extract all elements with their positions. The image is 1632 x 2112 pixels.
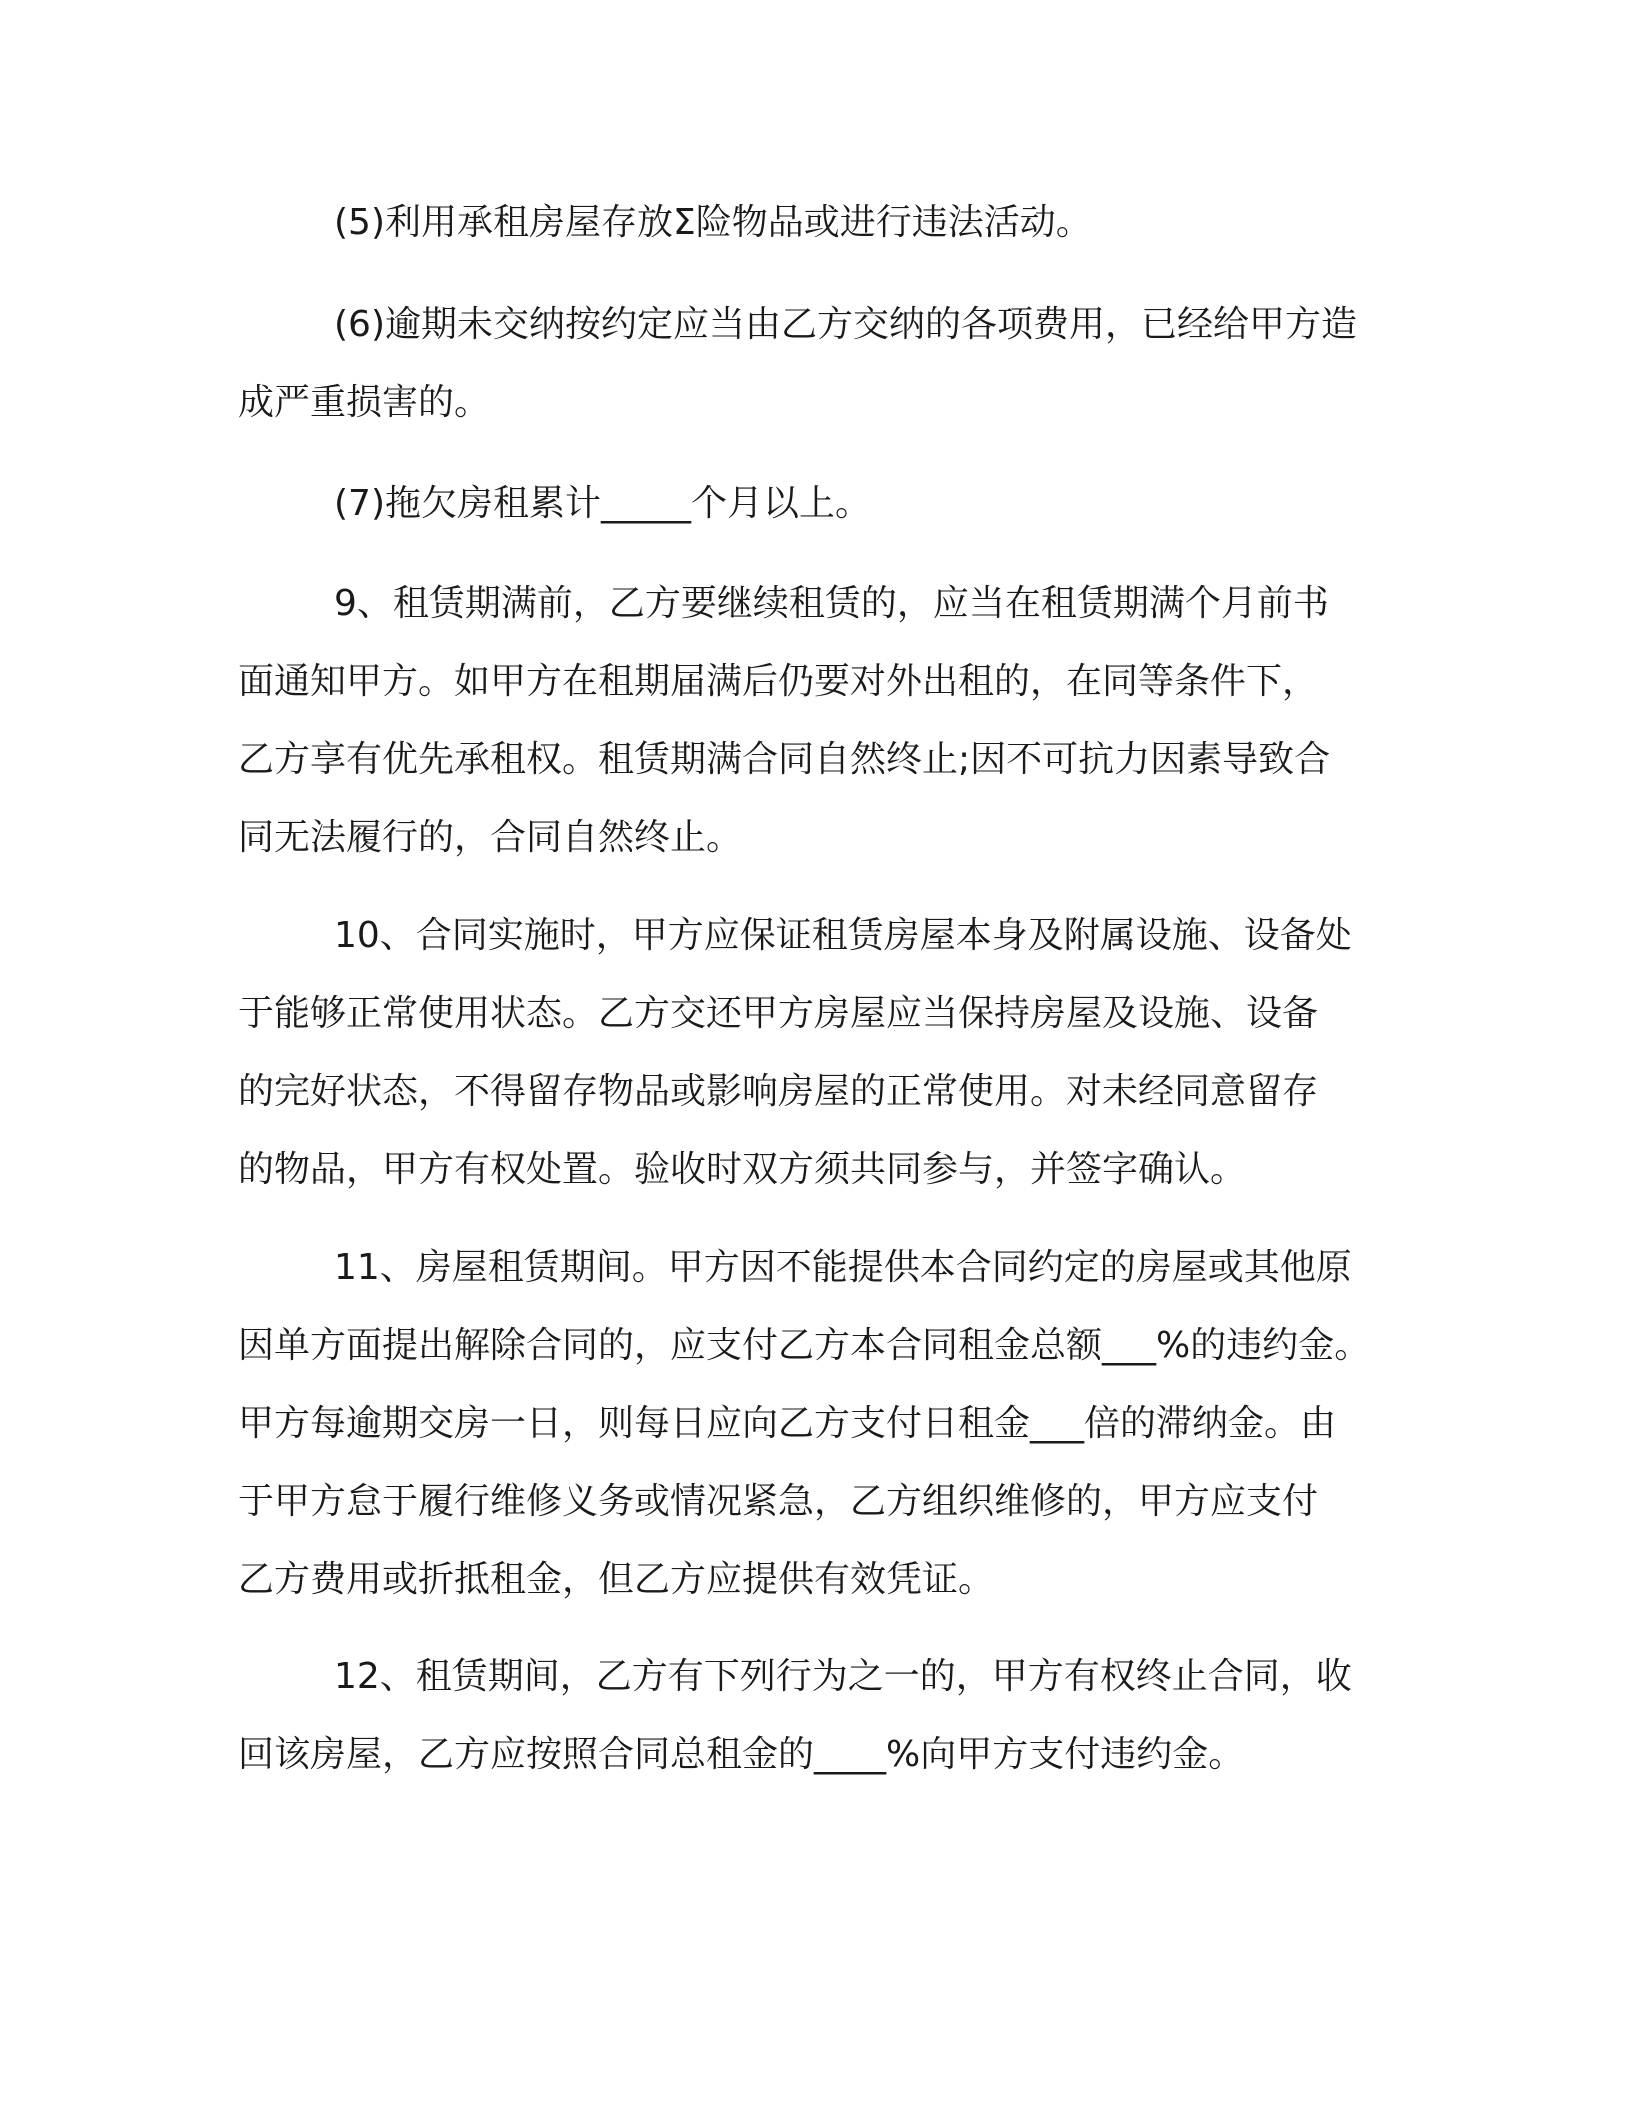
text-line: 甲方每逾期交房一日，则每日应向乙方支付日租金___倍的滞纳金。由 (238, 1403, 1337, 1444)
text-line: 11、房屋租赁期间。甲方因不能提供本合同约定的房屋或其他原 (334, 1247, 1352, 1288)
paragraph-item-5 (238, 184, 1388, 262)
paragraph-clause-11 (238, 1229, 1388, 1619)
text-line: 乙方享有优先承租权。租赁期满合同自然终止;因不可抗力因素导致合 (238, 739, 1331, 780)
text-line: (5)利用承租房屋存放Σ险物品或进行违法活动。 (334, 202, 1092, 243)
paragraph-clause-9 (238, 565, 1388, 877)
text-line: 因单方面提出解除合同的，应支付乙方本合同租金总额___%的违约金。 (238, 1325, 1371, 1366)
text-line: 于甲方怠于履行维修义务或情况紧急，乙方组织维修的，甲方应支付 (238, 1481, 1319, 1522)
paragraph-clause-12 (238, 1638, 1388, 1794)
text-line: 9、租赁期满前，乙方要继续租赁的，应当在租赁期满个月前书 (334, 583, 1329, 624)
text-line: 回该房屋，乙方应按照合同总租金的____%向甲方支付违约金。 (238, 1734, 1245, 1775)
text-line: (7)拖欠房租累计_____个月以上。 (334, 483, 871, 524)
paragraph-item-6 (238, 286, 1388, 442)
paragraph-item-7 (238, 465, 1388, 543)
text-line: 的物品，甲方有权处置。验收时双方须共同参与，并签字确认。 (238, 1149, 1247, 1190)
paragraph-clause-10 (238, 897, 1388, 1209)
text-line: (6)逾期未交纳按约定应当由乙方交纳的各项费用，已经给甲方造 (334, 304, 1357, 345)
text-line: 面通知甲方。如甲方在租期届满后仍要对外出租的，在同等条件下， (238, 661, 1319, 702)
text-line: 12、租赁期间，乙方有下列行为之一的，甲方有权终止合同，收 (334, 1656, 1352, 1697)
text-line: 成严重损害的。 (238, 382, 491, 423)
text-line: 的完好状态，不得留存物品或影响房屋的正常使用。对未经同意留存 (238, 1071, 1319, 1112)
text-line: 乙方费用或折抵租金，但乙方应提供有效凭证。 (238, 1559, 995, 1600)
text-line: 10、合同实施时，甲方应保证租赁房屋本身及附属设施、设备处 (334, 915, 1352, 956)
text-line: 于能够正常使用状态。乙方交还甲方房屋应当保持房屋及设施、设备 (238, 993, 1319, 1034)
text-line: 同无法履行的，合同自然终止。 (238, 817, 743, 858)
